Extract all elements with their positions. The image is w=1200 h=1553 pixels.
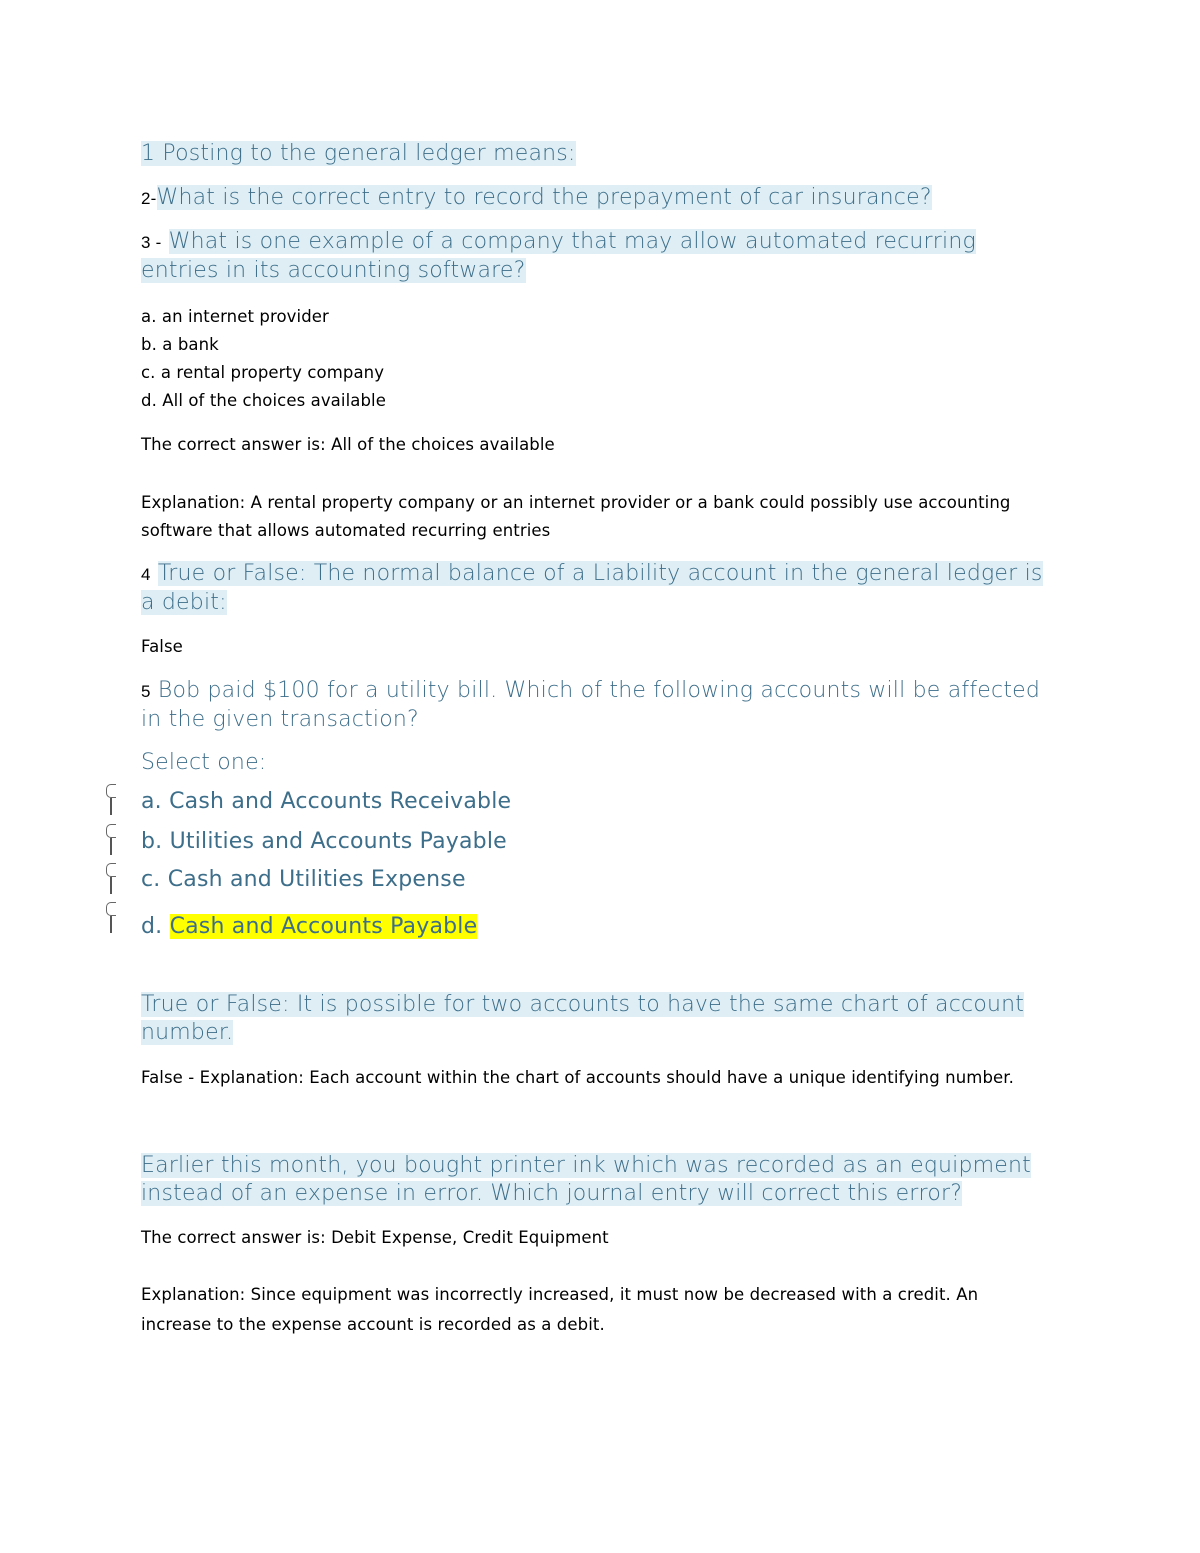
explanation-line-2: software that allows automated recurring entries xyxy=(141,521,551,540)
option-b: b. a bank xyxy=(141,335,219,354)
choice-d-text-highlighted: Cash and Accounts Payable xyxy=(169,914,478,939)
question-3-explanation xyxy=(141,489,1010,545)
question-4-answer: False xyxy=(141,637,183,656)
question-4-line2: a debit: xyxy=(141,590,227,615)
question-5-line2: in the given transaction? xyxy=(141,707,419,732)
question-5-number: 5 xyxy=(141,682,151,701)
choice-a-letter: a. xyxy=(141,789,162,814)
choice-d-letter: d. xyxy=(141,914,163,939)
choice-a[interactable] xyxy=(141,788,511,816)
question-4-line1: True or False: The normal balance of a Liability account in the general ledger is xyxy=(157,561,1043,586)
question-3-answer: The correct answer is: All of the choices available xyxy=(141,435,555,454)
question-6 xyxy=(141,991,1024,1047)
radio-option-c[interactable] xyxy=(106,863,118,877)
question-5 xyxy=(141,677,1040,734)
option-a: a. an internet provider xyxy=(141,307,329,326)
question-3-options xyxy=(141,303,386,415)
question-3-line1: What is one example of a company that may allow automated recurring xyxy=(168,229,976,254)
radio-option-d[interactable] xyxy=(106,902,118,916)
choice-b-letter: b. xyxy=(141,829,163,854)
question-7-explanation xyxy=(141,1281,978,1339)
choice-a-text: Cash and Accounts Receivable xyxy=(169,789,512,814)
choice-c-letter: c. xyxy=(141,867,161,892)
question-6-answer: False - Explanation: Each account within the chart of accounts should have a unique identifying number. xyxy=(141,1068,1014,1087)
question-1-text: 1 Posting to the general ledger means: xyxy=(141,141,576,166)
choice-c[interactable] xyxy=(141,866,466,894)
radio-option-a[interactable] xyxy=(106,784,118,798)
question-6-line2: number. xyxy=(141,1020,234,1045)
question-5-line1: Bob paid $100 for a utility bill. Which of the following accounts will be affected xyxy=(157,678,1041,703)
question-3 xyxy=(141,228,976,285)
explanation-line-1: Explanation: A rental property company or an internet provider or a bank could possibly use accounting xyxy=(141,493,1011,512)
question-1 xyxy=(141,140,576,168)
choice-d[interactable] xyxy=(141,913,477,941)
question-4 xyxy=(141,560,1043,617)
choice-b-text: Utilities and Accounts Payable xyxy=(169,829,507,854)
question-7-line2: instead of an expense in error. Which journal entry will correct this error? xyxy=(141,1181,963,1206)
question-4-number: 4 xyxy=(141,565,151,584)
question-2 xyxy=(141,184,932,213)
option-c: c. a rental property company xyxy=(141,363,385,382)
question-2-text: What is the correct entry to record the prepayment of car insurance? xyxy=(156,185,932,210)
radio-option-b[interactable] xyxy=(106,824,118,838)
question-7 xyxy=(141,1152,1031,1208)
choice-c-text: Cash and Utilities Expense xyxy=(167,867,466,892)
option-d: d. All of the choices available xyxy=(141,391,386,410)
question-7-line1: Earlier this month, you bought printer ink which was recorded as an equipment xyxy=(141,1153,1031,1178)
question-3-line2: entries in its accounting software? xyxy=(141,258,526,283)
question-3-number: 3 - xyxy=(141,233,162,252)
explanation-line-1: Explanation: Since equipment was incorrectly increased, it must now be decreased with a credit. An xyxy=(141,1285,979,1304)
question-6-line1: True or False: It is possible for two accounts to have the same chart of account xyxy=(141,992,1025,1017)
question-2-number: 2- xyxy=(141,189,157,208)
select-one-prompt: Select one: xyxy=(141,750,267,775)
explanation-line-2: increase to the expense account is recorded as a debit. xyxy=(141,1315,605,1334)
choice-b[interactable] xyxy=(141,828,507,856)
question-7-answer: The correct answer is: Debit Expense, Credit Equipment xyxy=(141,1228,609,1247)
